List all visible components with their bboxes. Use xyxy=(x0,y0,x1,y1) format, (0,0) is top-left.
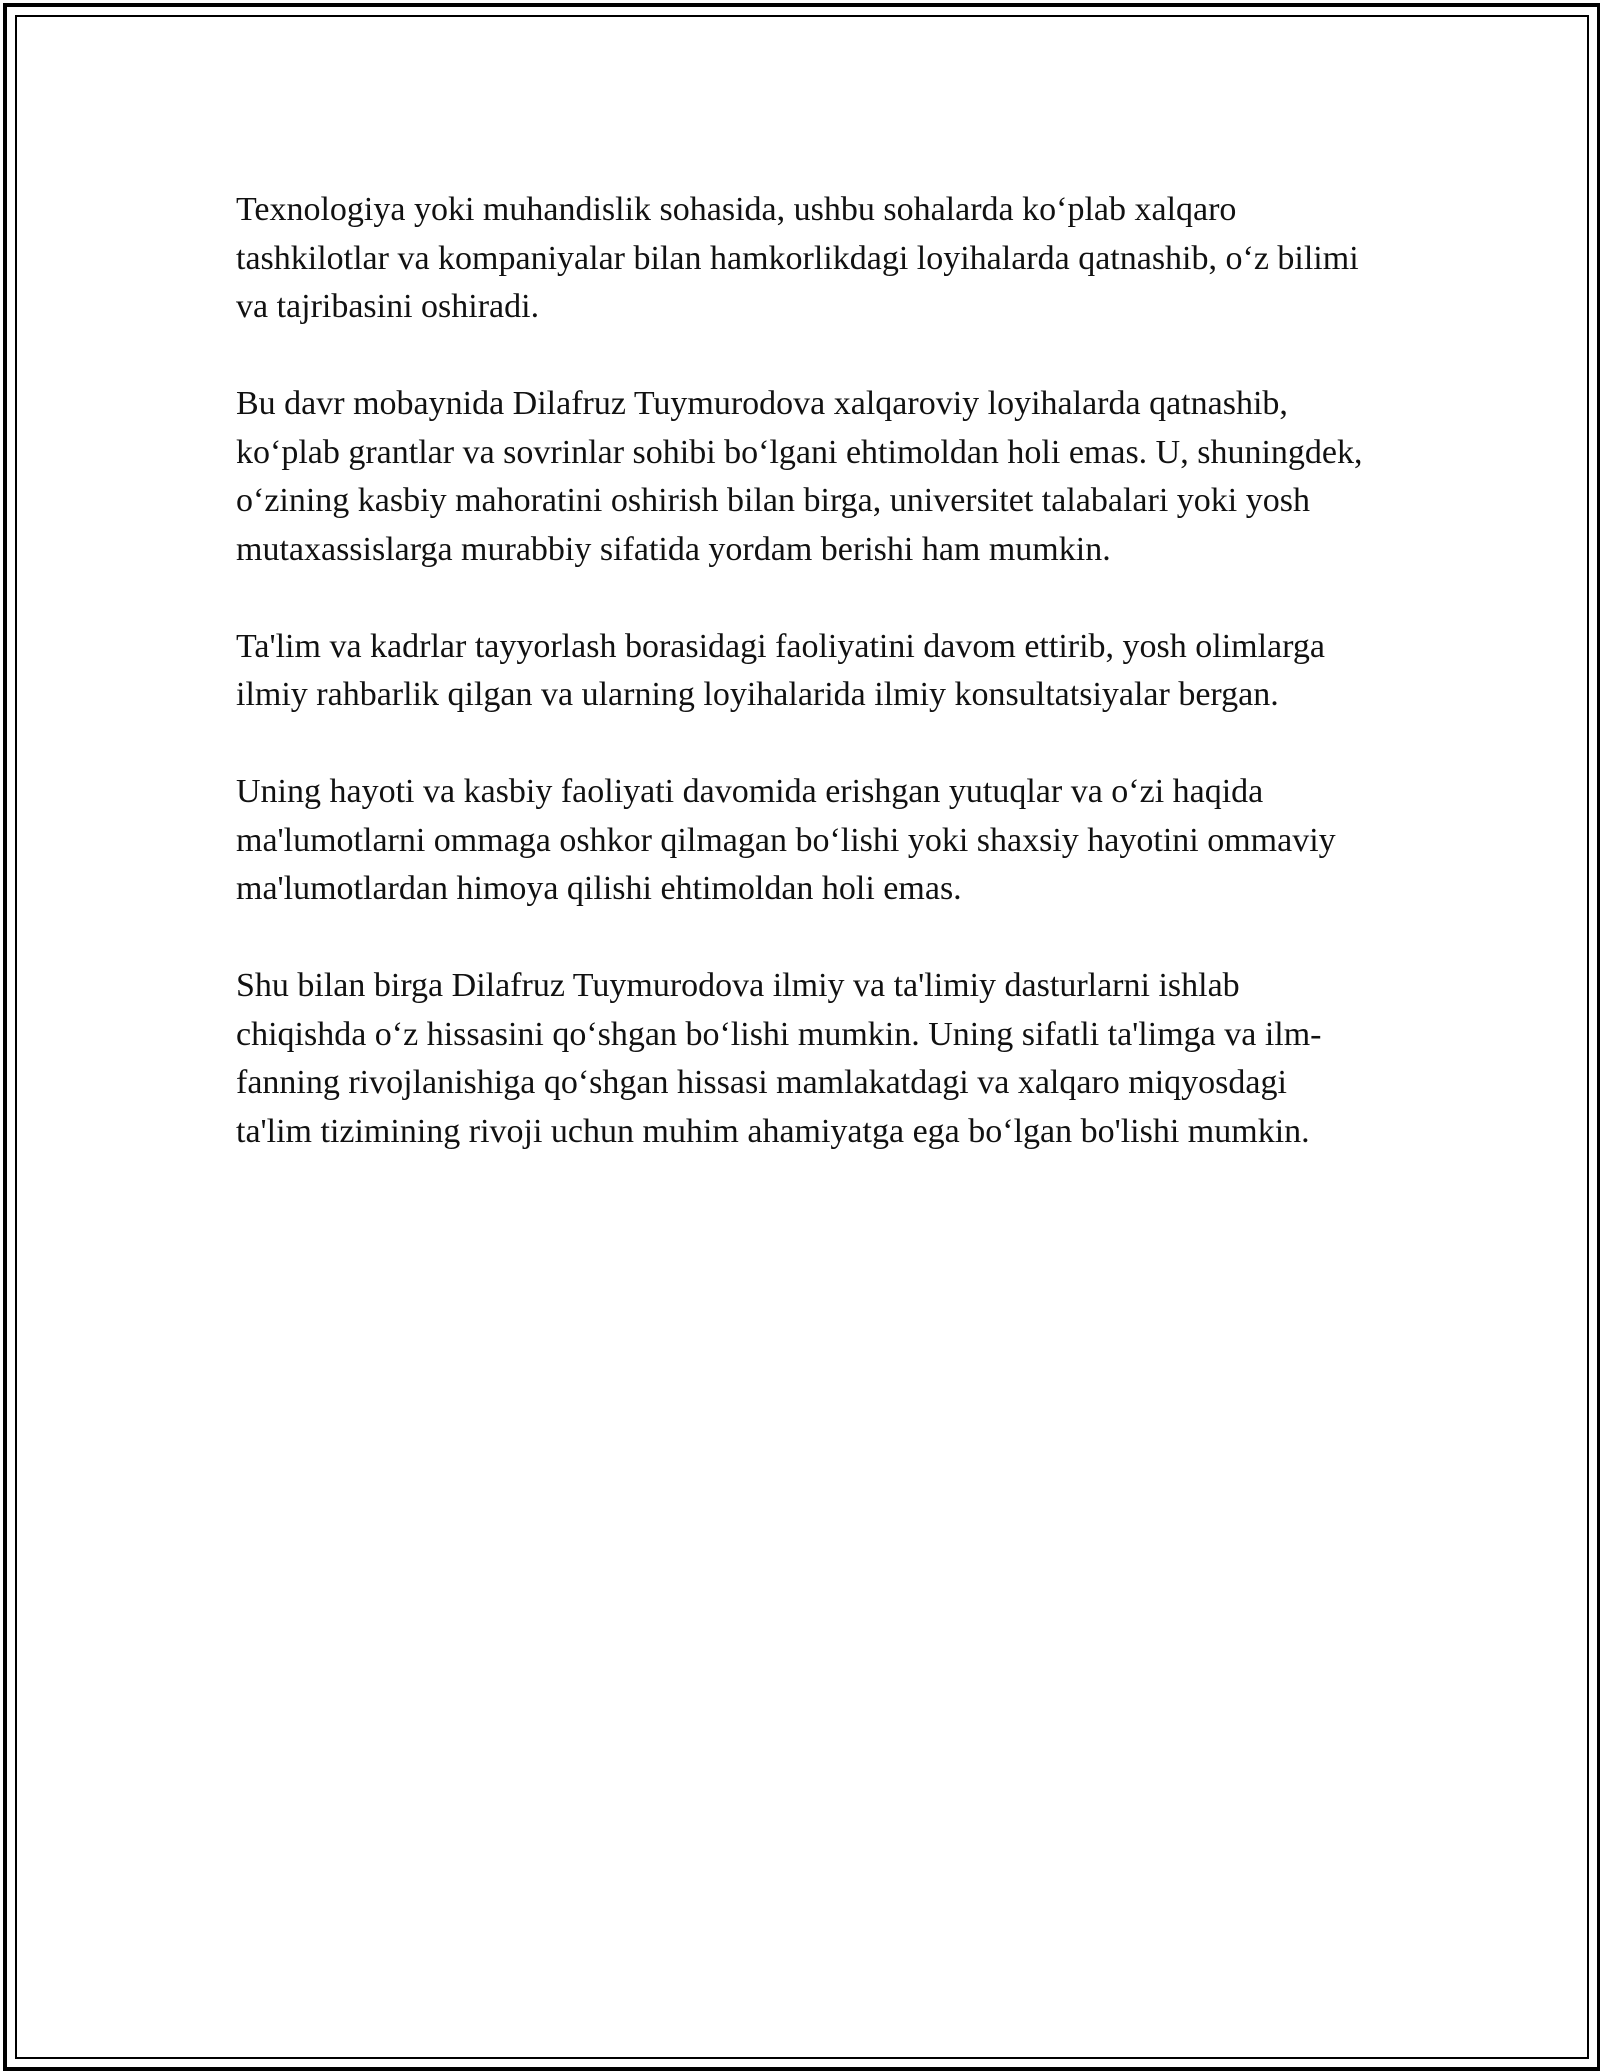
paragraph: Bu davr mobaynida Dilafruz Tuymurodova xalqaroviy loyihalarda qatnashib, ko‘plab grantlar va sovrinlar sohibi bo‘lgani ehtimoldan holi emas. U, shuningdek, o‘zining kasbiy mahoratini oshirish bilan birga, universitet talabalari yoki yosh mutaxassislarga murabbiy sifatida yordam berishi ham mumkin. xyxy=(236,385,1363,568)
paragraph: Ta'lim va kadrlar tayyorlash borasidagi faoliyatini davom ettirib, yosh olimlarga ilmiy rahbarlik qilgan va ularning loyihalarida ilmiy konsultatsiyalar bergan. xyxy=(236,627,1325,713)
paragraph: Uning hayoti va kasbiy faoliyati davomida erishgan yutuqlar va o‘zi haqida ma'lumotlarni ommaga oshkor qilmagan bo‘lishi yoki shaxsiy hayotini ommaviy ma'lumotlardan himoya qilishi ehtimoldan holi emas. xyxy=(236,773,1336,907)
paragraph: Shu bilan birga Dilafruz Tuymurodova ilmiy va ta'limiy dasturlarni ishlab chiqishda o‘z hissasini qo‘shgan bo‘lishi mumkin. Uning sifatli ta'limga va ilm-fanning rivojlanishiga qo‘shgan hissasi mamlakatdagi va xalqaro miqyosdagi ta'lim tizimining rivoji uchun muhim ahamiyatga ega bo‘lgan bo'lishi mumkin. xyxy=(236,967,1322,1150)
document-body xyxy=(236,186,1366,1205)
paragraph: Texnologiya yoki muhandislik sohasida, ushbu sohalarda ko‘plab xalqaro tashkilotlar va kompaniyalar bilan hamkorlikdagi loyihalarda qatnashib, o‘z bilimi va tajribasini oshiradi. xyxy=(236,191,1359,325)
